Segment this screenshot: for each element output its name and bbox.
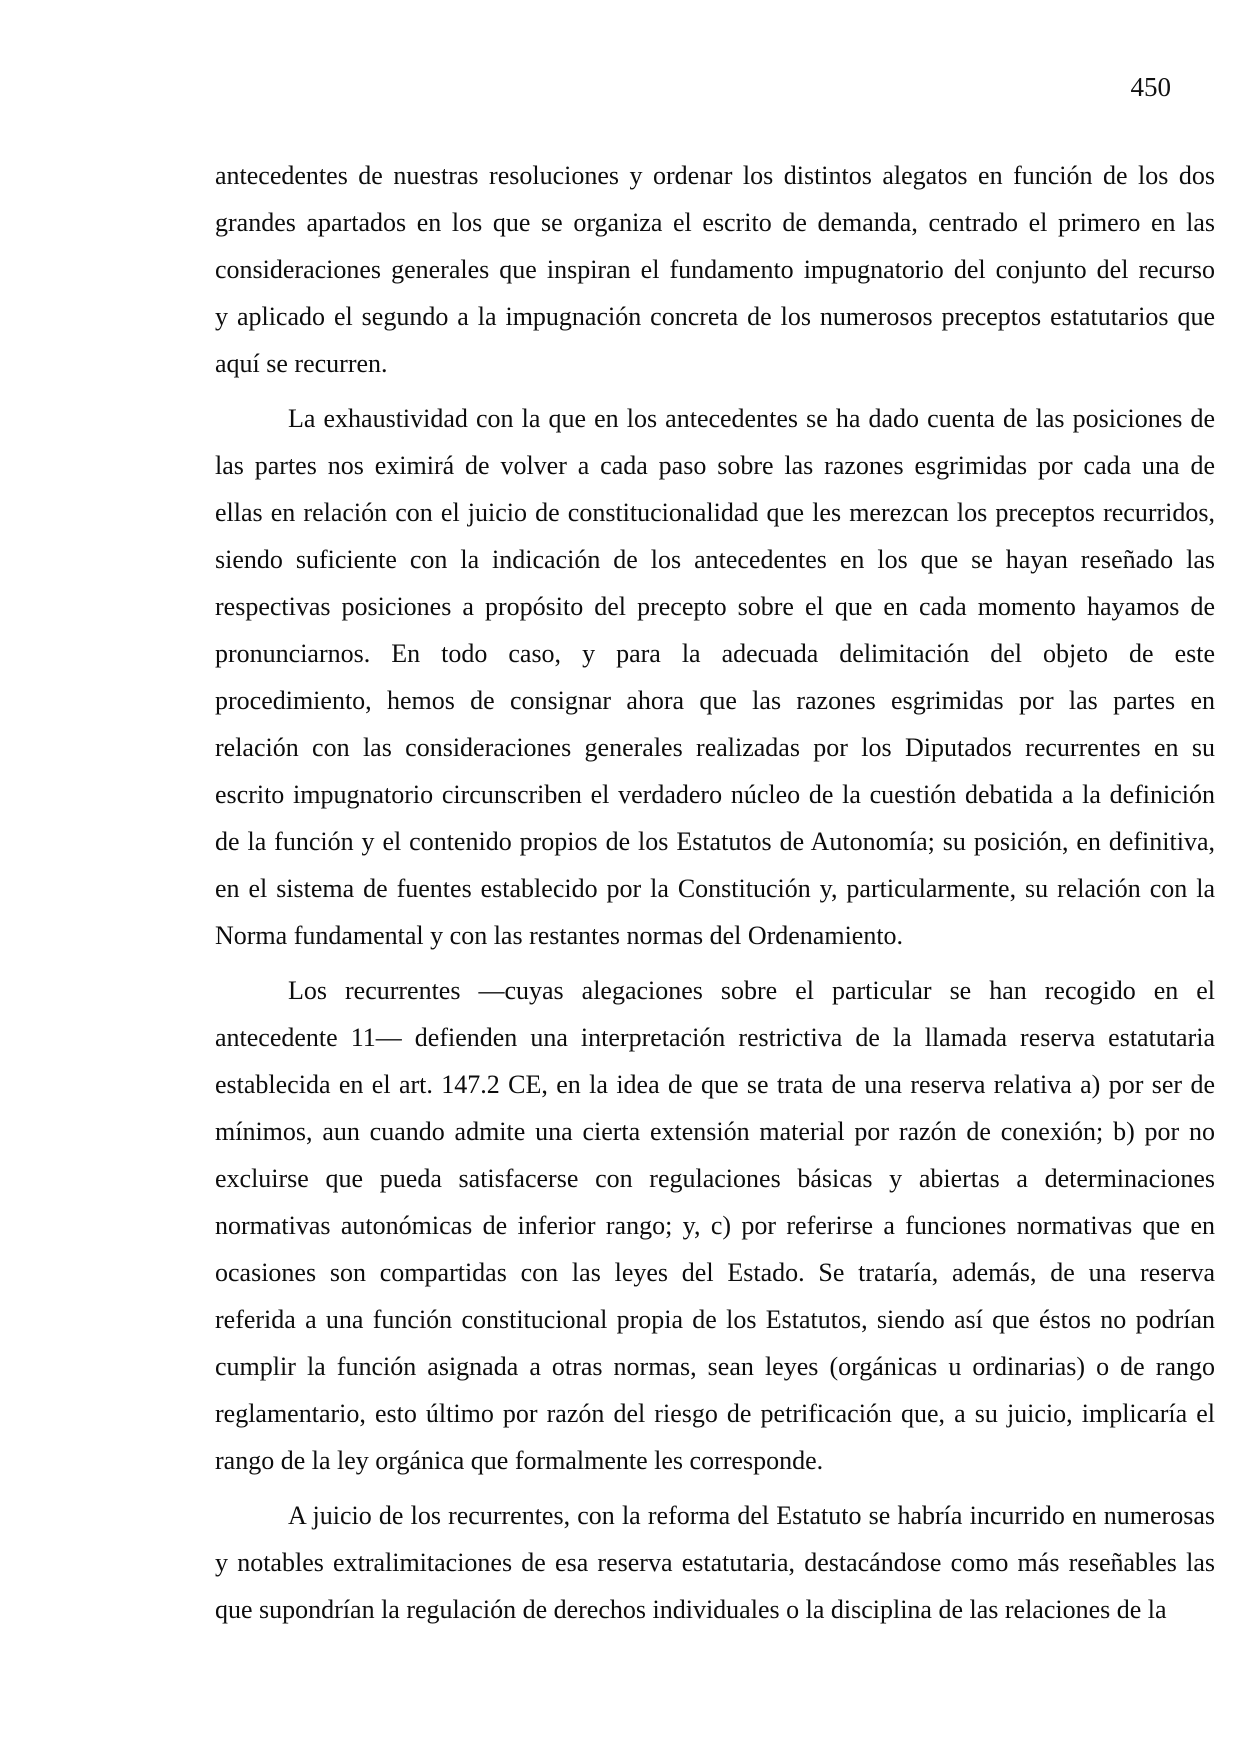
text-line: relación con las consideraciones generales realizadas por los Diputados recurrentes en su <box>215 733 1215 762</box>
text-line: procedimiento, hemos de consignar ahora que las razones esgrimidas por las partes en <box>215 686 1215 715</box>
paragraph <box>215 967 1215 1484</box>
text-line: A juicio de los recurrentes, con la reforma del Estatuto se habría incurrido en numerosas <box>288 1501 1215 1530</box>
paragraph <box>215 395 1215 959</box>
text-line: respectivas posiciones a propósito del precepto sobre el que en cada momento hayamos de <box>215 592 1215 621</box>
text-line: pronunciarnos. En todo caso, y para la adecuada delimitación del objeto de este <box>215 639 1215 668</box>
text-line: rango de la ley orgánica que formalmente les corresponde. <box>215 1446 824 1475</box>
text-line: grandes apartados en los que se organiza el escrito de demanda, centrado el primero en las <box>215 208 1215 237</box>
text-line: Norma fundamental y con las restantes normas del Ordenamiento. <box>215 921 904 950</box>
text-line: mínimos, aun cuando admite una cierta extensión material por razón de conexión; b) por no <box>215 1117 1215 1146</box>
text-line: excluirse que pueda satisfacerse con regulaciones básicas y abiertas a determinaciones <box>215 1164 1215 1193</box>
document-body <box>215 152 1215 1641</box>
text-line: establecida en el art. 147.2 CE, en la idea de que se trata de una reserva relativa a) por ser de <box>215 1070 1215 1099</box>
text-line: y aplicado el segundo a la impugnación concreta de los numerosos preceptos estatutarios que <box>215 302 1215 331</box>
text-line: de la función y el contenido propios de los Estatutos de Autonomía; su posición, en definitiva, <box>215 827 1215 856</box>
text-line: escrito impugnatorio circunscriben el verdadero núcleo de la cuestión debatida a la definición <box>215 780 1215 809</box>
text-line: antecedente 11— defienden una interpretación restrictiva de la llamada reserva estatutaria <box>215 1023 1215 1052</box>
text-line: Los recurrentes —cuyas alegaciones sobre el particular se han recogido en el <box>288 976 1215 1005</box>
text-line: ellas en relación con el juicio de constitucionalidad que les merezcan los preceptos recurridos, <box>215 498 1215 527</box>
text-line: siendo suficiente con la indicación de los antecedentes en los que se hayan reseñado las <box>215 545 1215 574</box>
text-line: las partes nos eximirá de volver a cada paso sobre las razones esgrimidas por cada una de <box>215 451 1215 480</box>
text-line: consideraciones generales que inspiran el fundamento impugnatorio del conjunto del recurso <box>215 255 1215 284</box>
text-line: y notables extralimitaciones de esa reserva estatutaria, destacándose como más reseñables las <box>215 1548 1215 1577</box>
text-line: reglamentario, esto último por razón del riesgo de petrificación que, a su juicio, implicaría el <box>215 1399 1215 1428</box>
text-line: que supondrían la regulación de derechos individuales o la disciplina de las relaciones de la <box>215 1595 1167 1624</box>
text-line: ocasiones son compartidas con las leyes del Estado. Se trataría, además, de una reserva <box>215 1258 1215 1287</box>
text-line: antecedentes de nuestras resoluciones y ordenar los distintos alegatos en función de los dos <box>215 161 1215 190</box>
text-line: referida a una función constitucional propia de los Estatutos, siendo así que éstos no podrían <box>215 1305 1215 1334</box>
page-number: 450 <box>1130 72 1171 102</box>
text-line: aquí se recurren. <box>215 349 388 378</box>
paragraph <box>215 1492 1215 1633</box>
paragraph <box>215 152 1215 387</box>
text-line: La exhaustividad con la que en los antecedentes se ha dado cuenta de las posiciones de <box>288 404 1215 433</box>
text-line: en el sistema de fuentes establecido por la Constitución y, particularmente, su relación con la <box>215 874 1215 903</box>
text-line: cumplir la función asignada a otras normas, sean leyes (orgánicas u ordinarias) o de rango <box>215 1352 1215 1381</box>
text-line: normativas autonómicas de inferior rango; y, c) por referirse a funciones normativas que en <box>215 1211 1215 1240</box>
